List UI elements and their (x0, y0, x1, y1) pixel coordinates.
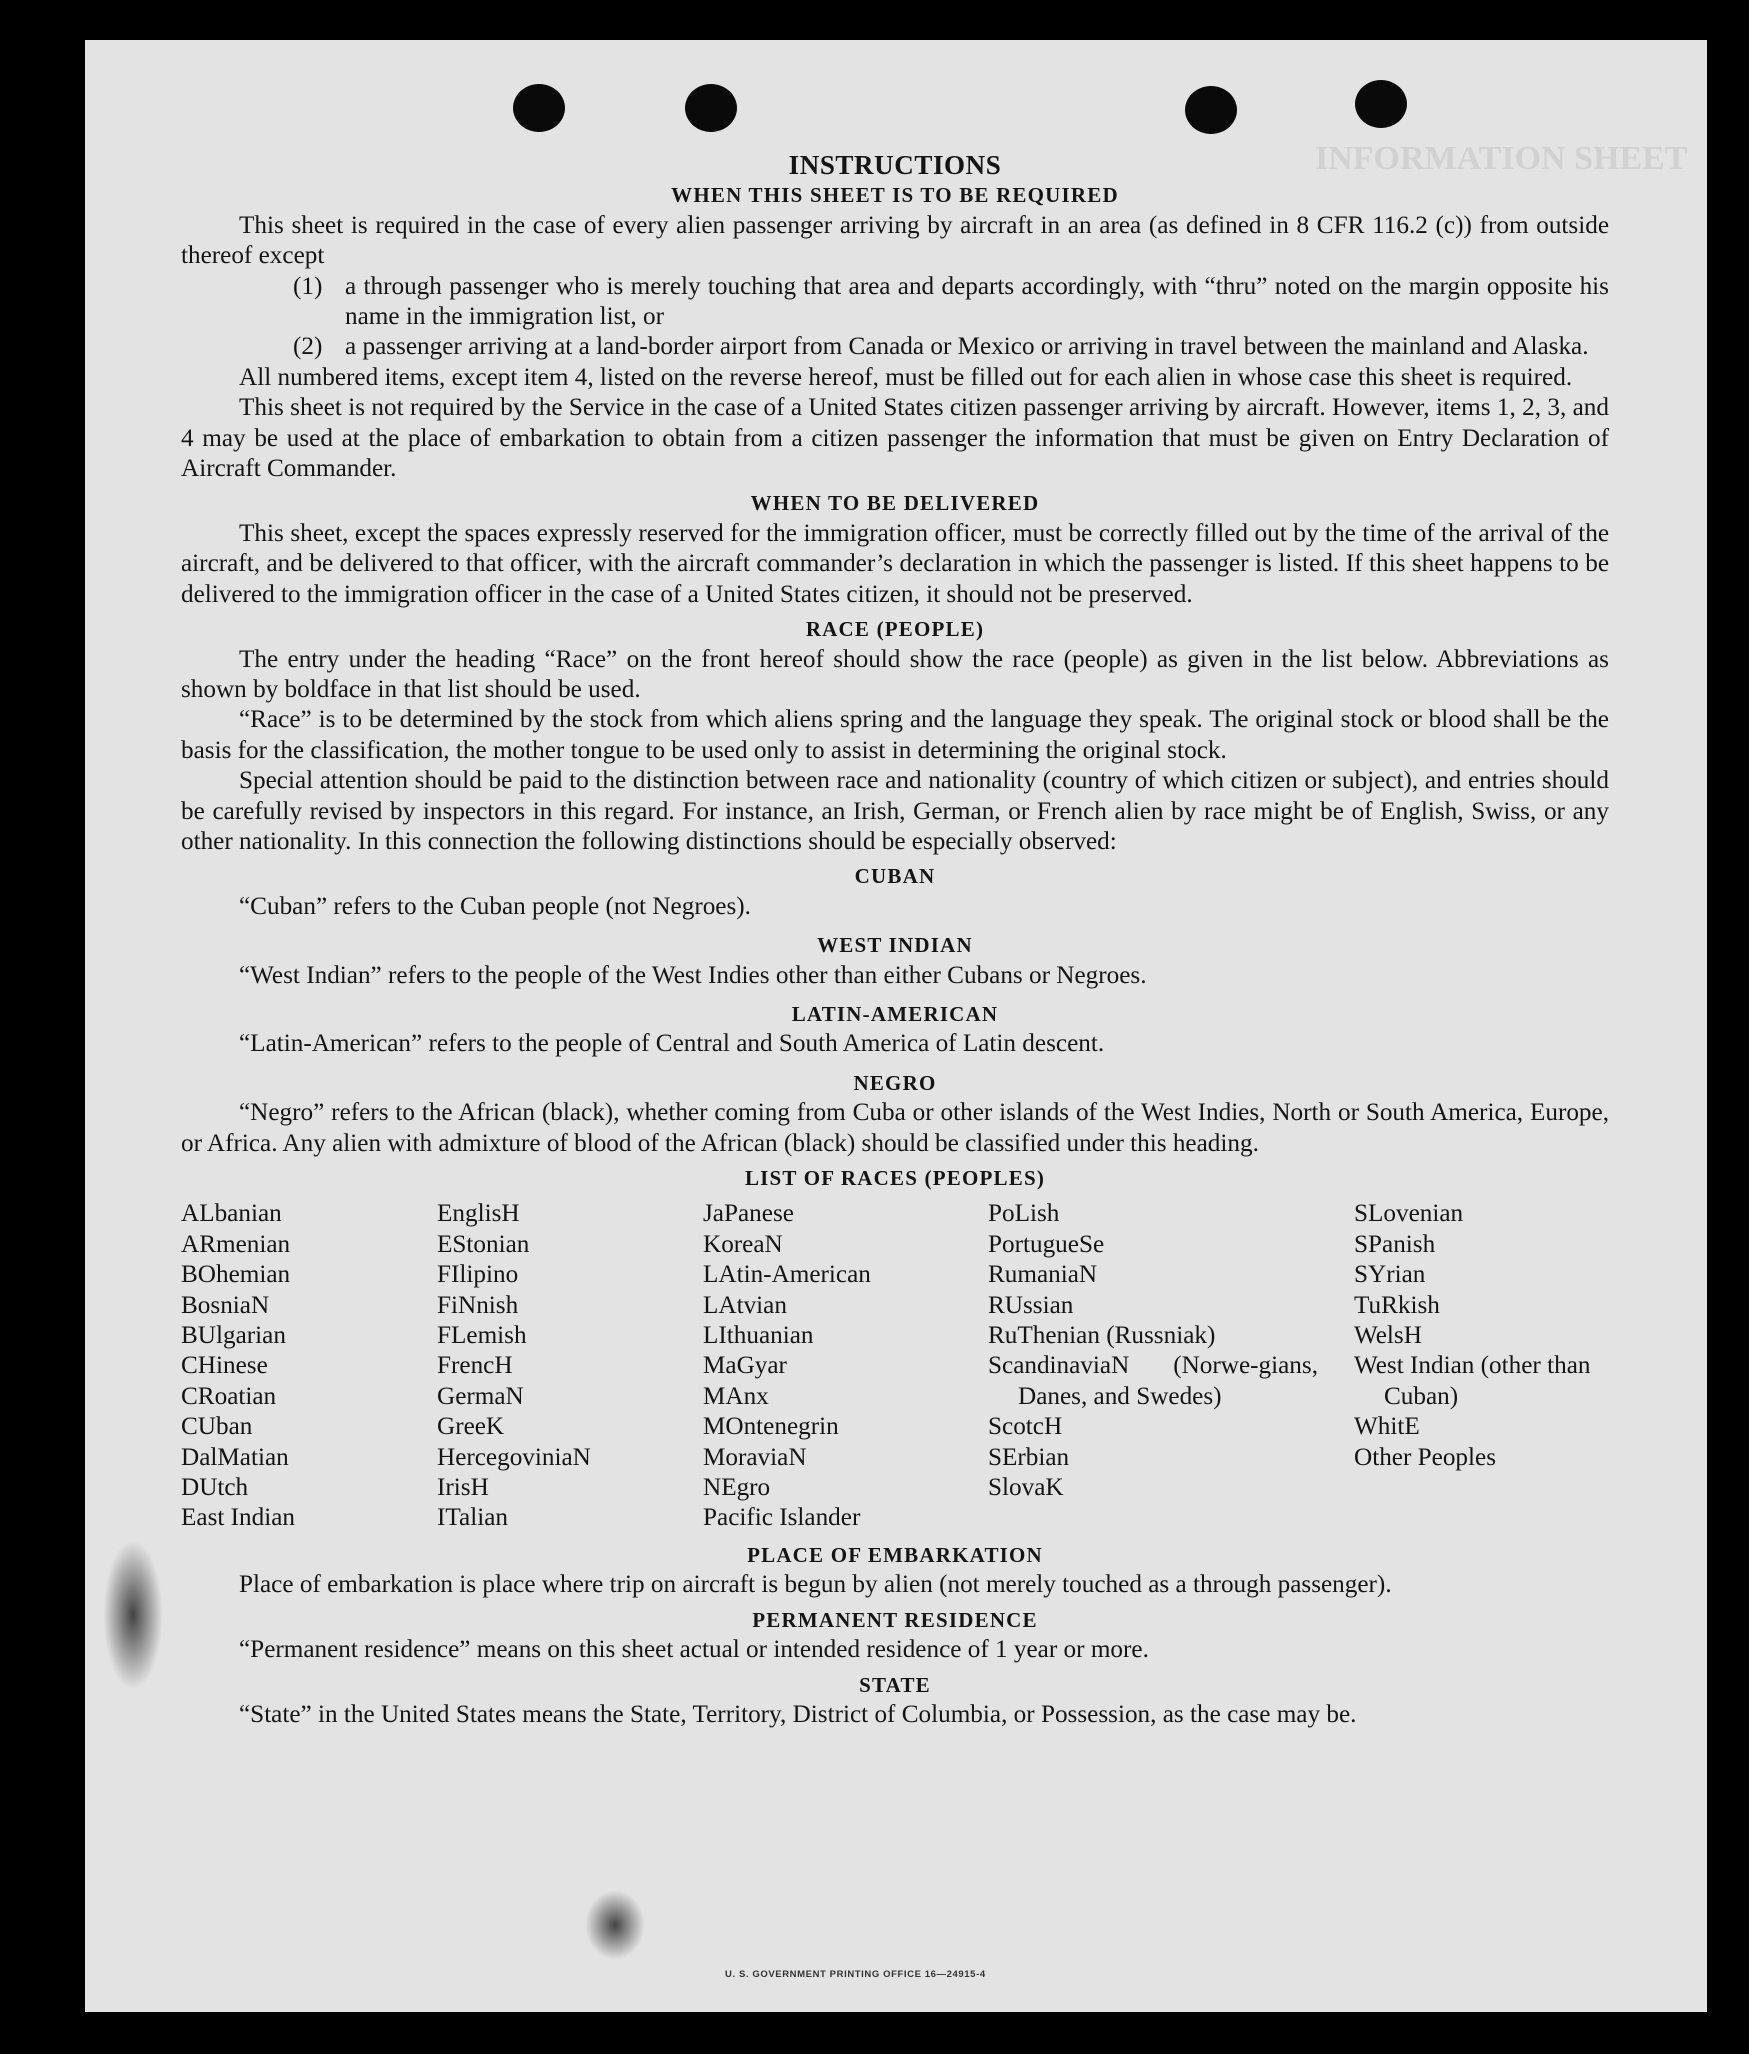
exception-item (293, 332, 1609, 362)
definition-heading: LATIN-AMERICAN (791, 1001, 999, 1026)
definition-text: “West Indian” refers to the people of the West Indies other than either Cubans or Negroes. (239, 961, 1147, 989)
race-entry: ScotcH (988, 1413, 1063, 1441)
punch-hole (685, 84, 737, 132)
section-heading: STATE (859, 1672, 931, 1697)
definition-text: “Negro” refers to the African (black), whether coming from Cuba or other islands of the West Indies, North or South America, Europe, or Africa. Any alien with admixture of blood of the African (black) should be classified under this heading. (181, 1099, 1609, 1157)
paragraph: This sheet is not required by the Service in the case of a United States citizen passenger arriving by aircraft. However, items 1, 2, 3, and 4 may be used at the place of embarkation to obtain from a citizen passenger the information that must be given on Entry Declaration of Aircraft Commander. (181, 394, 1609, 483)
race-entry: NEgro (703, 1474, 771, 1502)
paragraph: This sheet, except the spaces expressly reserved for the immigration officer, must be correctly filled out by the time of the arrival of the aircraft, and be delivered to that officer, with the aircraft commander’s declaration in which the passenger is listed. If this sheet happens to be delivered to the immigration officer in the case of a United States citizen, it should not be preserved. (181, 519, 1609, 608)
race-entry: RUssian (988, 1291, 1074, 1319)
race-list (181, 1199, 1609, 1533)
race-column (181, 1199, 437, 1533)
item-number: (2) (293, 333, 323, 361)
race-entry: FLemish (437, 1322, 527, 1350)
race-entry: GreeK (437, 1413, 505, 1441)
race-entry: ARmenian (181, 1230, 291, 1258)
section-heading: WHEN THIS SHEET IS TO BE REQUIRED (671, 183, 1119, 208)
paragraph: Special attention should be paid to the distinction between race and nationality (country of which citizen or subject), and entries should be carefully revised by inspectors in this regard. For instance, an Irish, German, or French alien by race might be of English, Swiss, or any other nationality. In this connection the following distinctions should be especially observed: (181, 767, 1609, 855)
race-entry: FiNnish (437, 1291, 519, 1319)
punch-hole (513, 84, 565, 132)
race-entry: JaPanese (703, 1200, 794, 1228)
race-column (988, 1199, 1354, 1533)
race-entry: SlovaK (988, 1474, 1064, 1502)
printer-imprint: U. S. GOVERNMENT PRINTING OFFICE 16—24915-4 (725, 1969, 986, 1980)
race-entry: EnglisH (437, 1200, 520, 1228)
race-entry: BosniaN (181, 1291, 270, 1319)
race-entry: SYrian (1354, 1261, 1426, 1289)
race-entry: PoLish (988, 1200, 1060, 1228)
race-entry: MOntenegrin (703, 1413, 839, 1441)
race-entry: DalMatian (181, 1443, 289, 1471)
race-entry: ITalian (437, 1504, 508, 1532)
definition-heading: CUBAN (854, 864, 936, 889)
race-entry: ALbanian (181, 1200, 282, 1228)
race-entry: FIlipino (437, 1261, 519, 1289)
section-heading: RACE (PEOPLE) (805, 617, 985, 642)
race-entry: Pacific Islander (703, 1504, 861, 1532)
race-entry: HercegoviniaN (437, 1443, 591, 1471)
race-entry: SErbian (988, 1443, 1070, 1471)
exception-item (293, 272, 1609, 333)
race-entry: ScandinaviaN (Norwe-gians, Danes, and Swedes) (988, 1352, 1318, 1410)
race-entry: CRoatian (181, 1382, 277, 1410)
section-heading: PERMANENT RESIDENCE (752, 1607, 1038, 1632)
race-entry: BOhemian (181, 1261, 291, 1289)
races-heading: LIST OF RACES (PEOPLES) (744, 1166, 1046, 1190)
section-heading: WHEN TO BE DELIVERED (750, 491, 1040, 516)
race-entry: RumaniaN (988, 1261, 1098, 1289)
race-entry: GermaN (437, 1382, 524, 1410)
race-column (703, 1199, 988, 1533)
page-title: INSTRUCTIONS (788, 150, 1002, 180)
race-entry: CHinese (181, 1352, 268, 1380)
definition-text: “Latin-American” refers to the people of Central and South America of Latin descent. (239, 1030, 1105, 1058)
race-entry: DUtch (181, 1474, 249, 1502)
definition-heading: NEGRO (853, 1070, 937, 1095)
paragraph: “State” in the United States means the State, Territory, District of Columbia, or Possession, as the case may be. (239, 1700, 1357, 1728)
race-entry: LAtin-American (703, 1261, 871, 1289)
race-column (437, 1199, 703, 1533)
race-entry: WelsH (1354, 1322, 1422, 1350)
race-entry: PortugueSe (988, 1230, 1105, 1258)
paragraph: All numbered items, except item 4, listed on the reverse hereof, must be filled out for each alien in whose case this sheet is required. (239, 363, 1573, 391)
race-entry: WhitE (1354, 1413, 1420, 1441)
race-entry: CUban (181, 1413, 253, 1441)
race-entry: LIthuanian (703, 1322, 814, 1350)
race-entry: West Indian (other than Cuban) (1354, 1352, 1591, 1410)
ink-smudge (585, 1890, 645, 1960)
race-entry: EStonian (437, 1230, 530, 1258)
paragraph: “Race” is to be determined by the stock from which aliens spring and the language they speak. The original stock or blood shall be the basis for the classification, the mother tongue to be used only to assist in determining the original stock. (181, 706, 1609, 764)
punch-hole (1185, 86, 1237, 134)
item-number: (1) (293, 272, 323, 300)
race-entry: East Indian (181, 1504, 296, 1532)
race-entry: MaGyar (703, 1352, 787, 1380)
item-text: a through passenger who is merely touching that area and departs accordingly, with “thru” noted on the margin opposite his name in the immigration list, or (345, 272, 1609, 331)
race-entry: KoreaN (703, 1230, 783, 1258)
race-column (1354, 1199, 1609, 1533)
race-entry: BUlgarian (181, 1322, 286, 1350)
race-entry: LAtvian (703, 1291, 787, 1319)
section-heading: PLACE OF EMBARKATION (747, 1542, 1043, 1567)
instructions-content (181, 150, 1609, 1730)
race-entry: SPanish (1354, 1230, 1436, 1258)
race-entry: RuThenian (Russniak) (988, 1322, 1216, 1350)
paragraph: The entry under the heading “Race” on the front hereof should show the race (people) as given in the list below. Abbreviations as shown by boldface in that list should be used. (181, 645, 1609, 703)
race-entry: Other Peoples (1354, 1443, 1496, 1471)
race-entry: TuRkish (1354, 1291, 1440, 1319)
paragraph: Place of embarkation is place where trip on aircraft is begun by alien (not merely touched as a through passenger). (239, 1571, 1392, 1599)
definition-text: “Cuban” refers to the Cuban people (not Negroes). (239, 892, 751, 920)
paragraph: This sheet is required in the case of every alien passenger arriving by aircraft in an area (as defined in 8 CFR 116.2 (c)) from outside thereof except (181, 211, 1609, 270)
definition-heading: WEST INDIAN (817, 933, 973, 958)
reverse-bleed-through: INFORMATION SHEET (1315, 140, 1688, 177)
race-entry: IrisH (437, 1474, 489, 1502)
race-entry: MAnx (703, 1382, 769, 1410)
item-text: a passenger arriving at a land-border airport from Canada or Mexico or arriving in travel between the mainland and Alaska. (345, 333, 1589, 361)
ink-smudge (103, 1540, 163, 1690)
race-entry: MoraviaN (703, 1443, 807, 1471)
punch-hole (1355, 80, 1407, 128)
race-entry: FrencH (437, 1352, 513, 1380)
race-entry: SLovenian (1354, 1200, 1464, 1228)
document-sheet (85, 40, 1707, 2012)
paragraph: “Permanent residence” means on this sheet actual or intended residence of 1 year or more. (239, 1636, 1149, 1664)
